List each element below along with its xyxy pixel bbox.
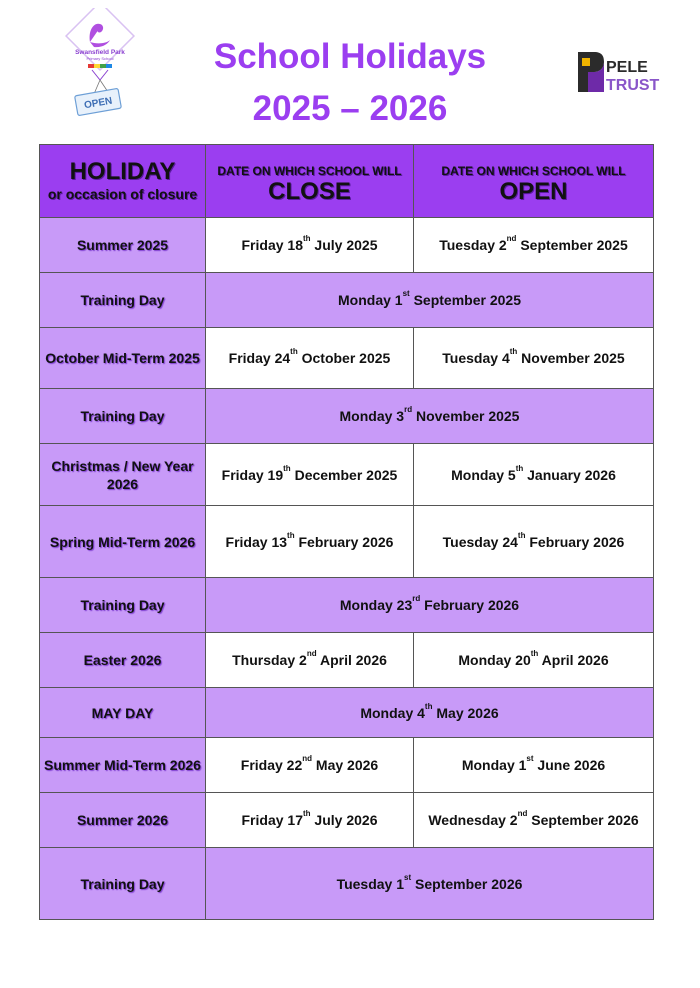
holiday-name: Training Day [40, 848, 206, 920]
date-text: Friday 24 [228, 350, 291, 366]
date-ordinal-suffix: th [283, 463, 291, 473]
holiday-name: Christmas / New Year 2026 [40, 444, 206, 506]
date-ordinal-suffix: th [302, 234, 311, 243]
close-date [206, 328, 414, 389]
date-ordinal-suffix: th [515, 463, 524, 473]
header-close-caption: DATE ON WHICH SCHOOL WILL [217, 164, 402, 178]
closure-date [206, 688, 654, 738]
close-date [206, 444, 414, 506]
date-text: Friday 18 [241, 237, 303, 253]
table-row [40, 633, 654, 688]
page-year: 2025 – 2026 [252, 89, 448, 128]
date-text-rest: April 2026 [316, 652, 387, 668]
holiday-name: MAY DAY [40, 688, 206, 738]
holiday-name: October Mid-Term 2025 [40, 328, 206, 389]
date-text: Tuesday 24 [442, 533, 518, 550]
date-text-rest: July 2026 [310, 812, 378, 828]
date-ordinal-suffix: nd [506, 234, 517, 243]
date-text: Monday 1 [338, 292, 403, 308]
date-text-rest: June 2026 [533, 757, 606, 773]
date-text: Tuesday 1 [336, 875, 404, 892]
open-date [414, 328, 654, 389]
date-ordinal-suffix: th [517, 530, 526, 540]
holiday-name: Summer 2025 [40, 218, 206, 273]
table-row [40, 578, 654, 633]
date-ordinal-suffix: nd [306, 649, 317, 658]
close-date [206, 218, 414, 273]
date-text-rest: February 2026 [525, 533, 625, 550]
date-ordinal-suffix: rd [412, 594, 421, 603]
date-text: Friday 17 [241, 812, 303, 828]
header-holiday [40, 145, 206, 218]
date-text: Friday 19 [221, 466, 284, 483]
date-text: Tuesday 4 [442, 350, 510, 366]
table-row [40, 444, 654, 506]
date-text: Tuesday 2 [439, 237, 507, 253]
table-header-row [40, 145, 654, 218]
holiday-name: Training Day [40, 578, 206, 633]
table-row [40, 738, 654, 793]
date-text-rest: May 2026 [312, 757, 379, 773]
date-ordinal-suffix: th [530, 649, 539, 658]
closure-date [206, 273, 654, 328]
date-text-rest: December 2025 [290, 466, 398, 483]
close-date [206, 793, 414, 848]
date-ordinal-suffix: nd [302, 754, 313, 763]
date-ordinal-suffix: st [404, 872, 412, 882]
closure-date [206, 389, 654, 444]
header-close-title: CLOSE [268, 178, 351, 205]
date-ordinal-suffix: st [402, 289, 410, 298]
holiday-name: Spring Mid-Term 2026 [40, 506, 206, 578]
page-title: School Holidays [213, 37, 487, 76]
open-date [414, 444, 654, 506]
table-row [40, 793, 654, 848]
closure-date [206, 848, 654, 920]
date-text-rest: February 2026 [420, 597, 520, 613]
date-text-rest: September 2026 [527, 812, 639, 828]
holiday-name: Summer Mid-Term 2026 [40, 738, 206, 793]
date-ordinal-suffix: th [290, 347, 298, 356]
date-text-rest: April 2026 [538, 652, 609, 668]
header-holiday-title: HOLIDAY [69, 158, 176, 185]
table-row [40, 273, 654, 328]
trust-line2: TRUST [606, 77, 660, 94]
date-text: Monday 3 [339, 408, 405, 424]
date-text-rest: September 2026 [411, 875, 523, 892]
holidays-table [39, 144, 654, 920]
date-text: Thursday 2 [232, 652, 307, 668]
header-open-title: OPEN [499, 178, 568, 205]
date-ordinal-suffix: th [424, 701, 433, 711]
date-text: Monday 23 [339, 597, 413, 613]
date-text: Wednesday 2 [428, 812, 518, 828]
date-ordinal-suffix: nd [517, 809, 528, 818]
date-text: Monday 20 [458, 652, 531, 668]
close-date [206, 506, 414, 578]
date-ordinal-suffix: th [509, 347, 518, 356]
date-text-rest: February 2026 [294, 533, 394, 550]
school-subtitle-text: Primary School [86, 56, 114, 61]
date-ordinal-suffix: st [526, 754, 534, 763]
open-date [414, 633, 654, 688]
table-row [40, 506, 654, 578]
trust-logo [576, 48, 666, 96]
holiday-name: Summer 2026 [40, 793, 206, 848]
date-text-rest: September 2025 [516, 237, 628, 253]
header-open-caption: DATE ON WHICH SCHOOL WILL [441, 164, 626, 178]
date-text: Monday 1 [461, 757, 527, 773]
holiday-name: Training Day [40, 389, 206, 444]
date-ordinal-suffix: th [302, 809, 311, 818]
holiday-name: Training Day [40, 273, 206, 328]
date-text-rest: September 2025 [409, 292, 521, 308]
school-name-text: Swansfield Park [75, 49, 125, 56]
trust-line1: PELE [606, 59, 648, 76]
open-sign-text: OPEN [83, 95, 114, 112]
open-date [414, 738, 654, 793]
date-text-rest: November 2025 [412, 408, 520, 424]
school-logo [60, 8, 140, 124]
date-text-rest: January 2026 [523, 466, 616, 483]
date-text: Friday 13 [225, 533, 288, 550]
header-holiday-subtitle: or occasion of closure [47, 186, 198, 202]
date-text-rest: May 2026 [432, 704, 499, 721]
close-date [206, 633, 414, 688]
closure-date [206, 578, 654, 633]
open-date [414, 218, 654, 273]
table-row [40, 688, 654, 738]
date-text-rest: July 2025 [310, 237, 378, 253]
date-text: Friday 22 [240, 757, 303, 773]
date-ordinal-suffix: th [287, 530, 295, 540]
date-text-rest: November 2025 [517, 350, 625, 366]
date-ordinal-suffix: rd [404, 405, 413, 414]
table-row [40, 218, 654, 273]
close-date [206, 738, 414, 793]
holiday-name: Easter 2026 [40, 633, 206, 688]
date-text-rest: October 2025 [297, 350, 391, 366]
date-text: Monday 4 [360, 704, 425, 721]
table-row [40, 328, 654, 389]
open-date [414, 506, 654, 578]
header-close [206, 145, 414, 218]
header-open [414, 145, 654, 218]
date-text: Monday 5 [451, 466, 516, 483]
table-row [40, 389, 654, 444]
table-row [40, 848, 654, 920]
open-date [414, 793, 654, 848]
